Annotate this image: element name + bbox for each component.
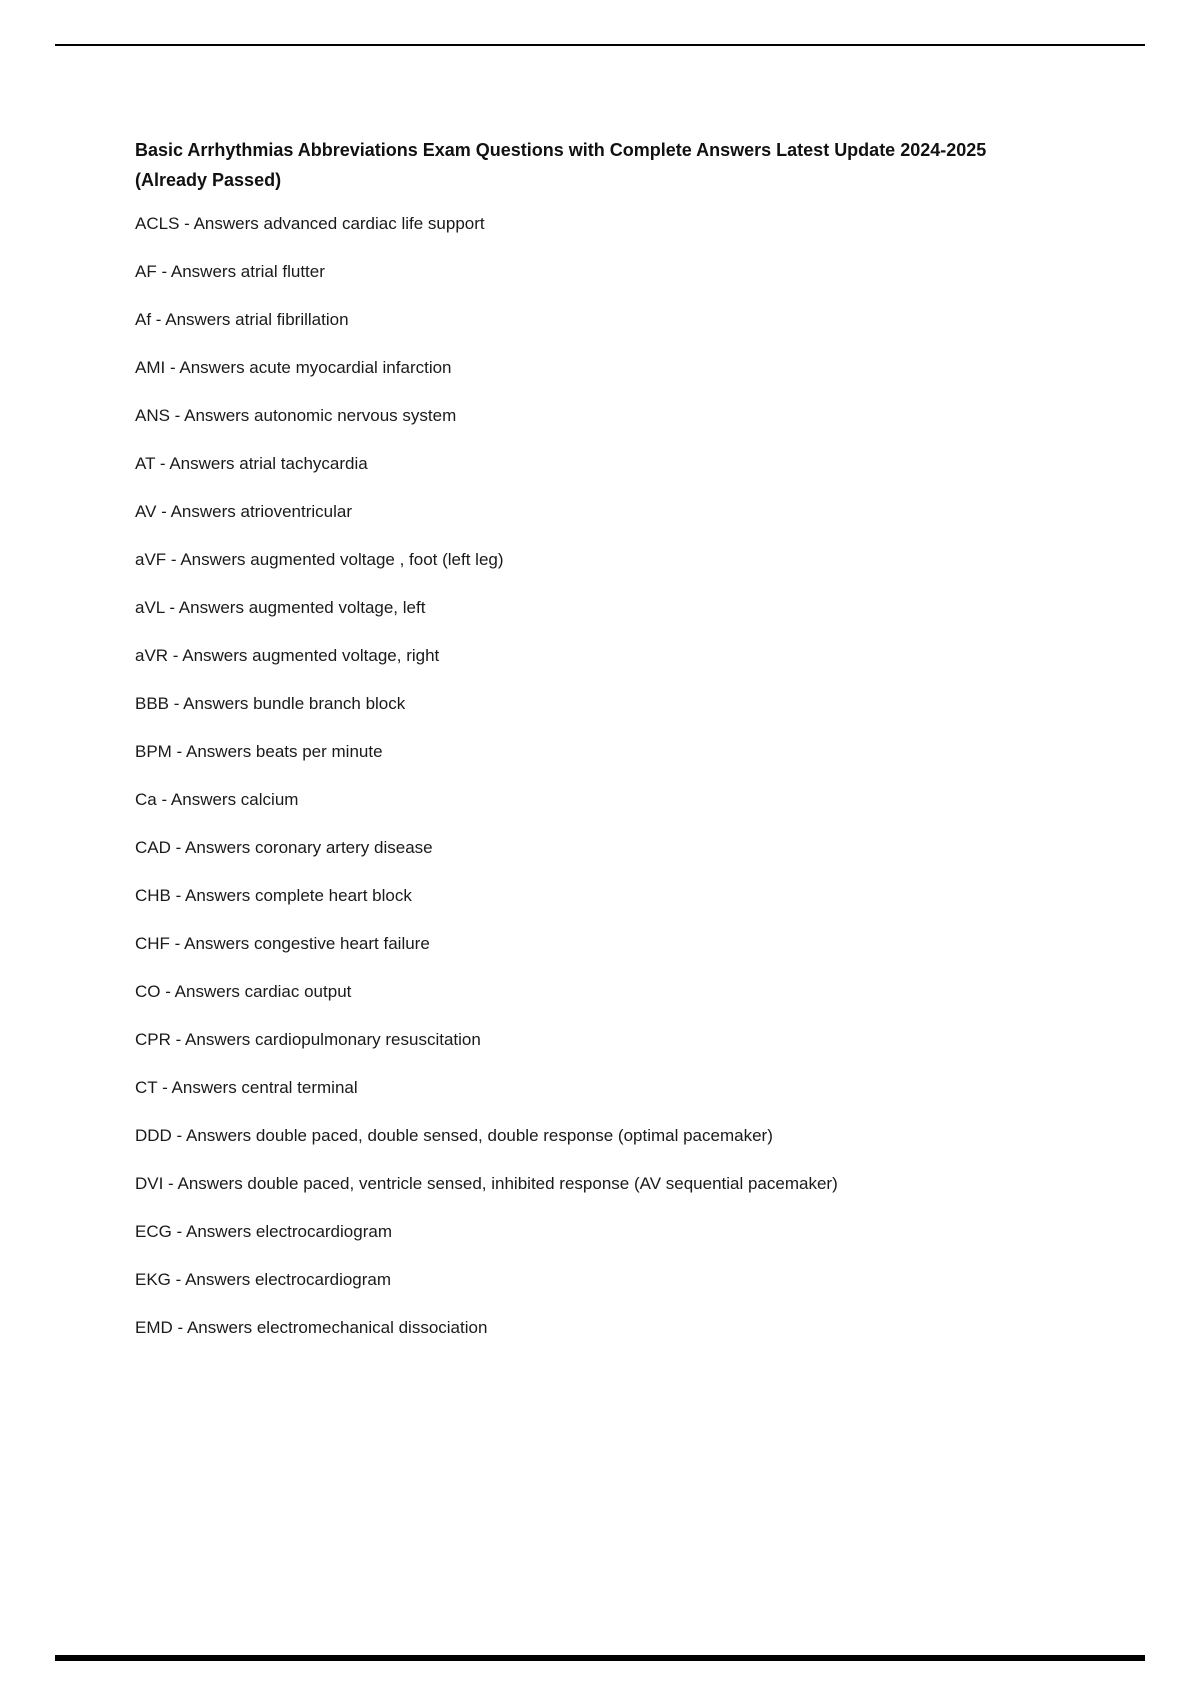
abbreviation-item: ECG - Answers electrocardiogram — [135, 1222, 392, 1241]
abbreviation-item: CHB - Answers complete heart block — [135, 886, 412, 905]
abbreviation-item: CHF - Answers congestive heart failure — [135, 934, 430, 953]
abbreviation-item: ANS - Answers autonomic nervous system — [135, 406, 457, 425]
document-title: Basic Arrhythmias Abbreviations Exam Questions with Complete Answers Latest Update 2024-2025 (Already Passed) — [135, 140, 987, 190]
abbreviation-item: EMD - Answers electromechanical dissociation — [135, 1318, 488, 1337]
abbreviation-item: AMI - Answers acute myocardial infarction — [135, 358, 452, 377]
abbreviation-item: Ca - Answers calcium — [135, 790, 299, 809]
abbreviation-item: aVL - Answers augmented voltage, left — [135, 598, 426, 617]
abbreviation-item: ACLS - Answers advanced cardiac life support — [135, 214, 485, 233]
abbreviation-item: DVI - Answers double paced, ventricle sensed, inhibited response (AV sequential pacemaker) — [135, 1174, 838, 1193]
abbreviation-item: AV - Answers atrioventricular — [135, 502, 352, 521]
abbreviation-item: BBB - Answers bundle branch block — [135, 694, 406, 713]
abbreviation-item: BPM - Answers beats per minute — [135, 742, 383, 761]
abbreviation-item: DDD - Answers double paced, double sensed, double response (optimal pacemaker) — [135, 1126, 773, 1145]
top-rule — [55, 44, 1145, 46]
abbreviation-item: AF - Answers atrial flutter — [135, 262, 325, 281]
abbreviation-item: Af - Answers atrial fibrillation — [135, 310, 349, 329]
abbreviation-item: aVR - Answers augmented voltage, right — [135, 646, 440, 665]
abbreviation-list — [135, 213, 1005, 1339]
abbreviation-item: AT - Answers atrial tachycardia — [135, 454, 368, 473]
abbreviation-item: CPR - Answers cardiopulmonary resuscitation — [135, 1030, 481, 1049]
abbreviation-item: CAD - Answers coronary artery disease — [135, 838, 433, 857]
abbreviation-item: CT - Answers central terminal — [135, 1078, 358, 1097]
document-content — [135, 135, 1005, 1365]
abbreviation-item: CO - Answers cardiac output — [135, 982, 352, 1001]
abbreviation-item: EKG - Answers electrocardiogram — [135, 1270, 392, 1289]
abbreviation-item: aVF - Answers augmented voltage , foot (left leg) — [135, 550, 504, 569]
bottom-rule — [55, 1655, 1145, 1661]
